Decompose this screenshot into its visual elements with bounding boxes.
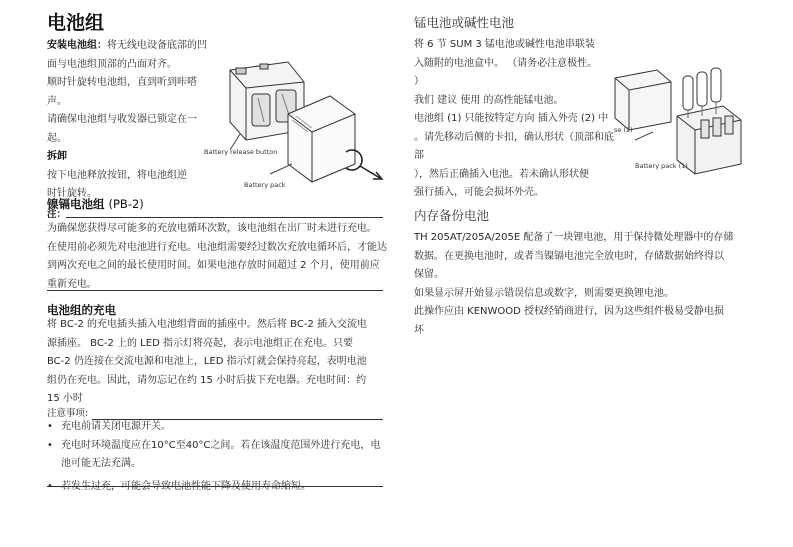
cautions-end-rule xyxy=(47,486,383,487)
cautions-list xyxy=(47,418,387,496)
charging-title: 电池组的充电 xyxy=(47,303,116,317)
nimh-line: 为确保您获得尽可能多的充放电循环次数，该电池组在出厂时未进行充电。 xyxy=(47,223,377,234)
caution-item-cont: 池可能无法充满。 xyxy=(61,458,141,469)
charging-line: 将 BC-2 的充电插头插入电池组背面的插座中。然后将 BC-2 插入交流电 xyxy=(47,319,367,330)
page-title: 电池组 xyxy=(47,12,105,34)
battery-case-illustration xyxy=(605,58,755,178)
alkaline-line: 入随附的电池盒中。 （请务必注意极性。 xyxy=(414,57,598,69)
nimh-note-label: 注： xyxy=(47,209,67,220)
nimh-line: 在使用前必须先对电池进行充电。电池组需要经过数次充放电循环后，才能达 xyxy=(47,241,387,253)
caution-text: 充电时环境温度应在10°C至40°C之间。若在该温度范围外进行充电，电 xyxy=(61,439,381,451)
nimh-note-rule xyxy=(66,217,383,218)
install-text-1: 将无线电设备底部的凹 xyxy=(107,40,207,51)
alkaline-line: 电池组 (1) 只能按特定方向 插入外壳 (2) 中 xyxy=(414,113,609,124)
alkaline-line: ），然后正确插入电池。若未确认形状便 xyxy=(414,168,589,180)
alkaline-body xyxy=(414,36,614,203)
install-heading: 安装电池组： xyxy=(47,40,107,51)
memory-line: 如果显示屏开始显示错误信息或数字，则需要更换锂电池。 xyxy=(414,287,674,299)
nimh-title-text: 镍镉电池组 xyxy=(47,197,105,211)
caution-text: 若发生过充，可能会导致电池性能下降及使用寿命缩短。 xyxy=(61,480,311,492)
nimh-end-rule xyxy=(47,290,383,291)
charging-line: 源插座。 BC-2 上的 LED 指示灯将亮起，表示电池组正在充电。只要 xyxy=(47,337,353,349)
charging-body xyxy=(47,316,367,409)
battery-pack-label: Battery pack xyxy=(244,181,286,189)
battery-case-figure xyxy=(605,58,755,178)
battery-pack-1-label: Battery pack (1) xyxy=(635,162,688,170)
memory-line: 数据。在更换电池时，或者当镍镉电池完全放电时，存储数据始终得以 xyxy=(414,250,724,262)
remove-line-1: 按下电池释放按钮，将电池组逆 xyxy=(47,169,187,181)
alkaline-line: 我们 建议 使用 的高性能锰电池。 xyxy=(414,94,564,106)
alkaline-line: ） xyxy=(414,76,424,87)
install-line-4: 声。 xyxy=(47,95,67,107)
remove-heading: 拆卸 xyxy=(47,151,67,162)
memory-body xyxy=(414,229,733,340)
alkaline-line: 部 xyxy=(414,150,424,161)
install-line-1 xyxy=(47,37,207,56)
release-button-label: Battery release button xyxy=(204,148,278,156)
cautions-label: 注意事项: xyxy=(47,408,89,419)
nimh-title-model: (PB-2) xyxy=(108,197,144,211)
install-section xyxy=(47,37,207,204)
bullet: • xyxy=(47,421,53,432)
remove-line-2: 时针旋转。 xyxy=(47,188,97,199)
memory-title: 内存备份电池 xyxy=(414,208,490,223)
battery-install-illustration xyxy=(200,52,410,192)
alkaline-line: 将 6 节 SUM 3 锰电池或碱性电池串联装 xyxy=(414,39,595,50)
bullet: • xyxy=(47,480,53,492)
install-line-5: 请确保电池组与收发器已锁定在一 xyxy=(47,114,197,125)
nimh-line: 重新充电。 xyxy=(47,278,97,290)
bullet: • xyxy=(47,439,53,451)
caution-item xyxy=(47,437,387,456)
memory-line: 坏 xyxy=(414,324,424,336)
caution-text: 充电前请关闭电源开关。 xyxy=(61,421,171,432)
alkaline-line: 。请先移动后侧的卡扣，确认形状（顶部和底 xyxy=(414,131,614,143)
charging-line: BC-2 仍连接在交流电源和电池上，LED 指示灯就会保持亮起，表明电池 xyxy=(47,356,367,367)
install-line-2: 面与电池组顶部的凸面对齐。 xyxy=(47,58,177,70)
case-label: se (2) xyxy=(614,126,633,134)
install-line-3: 顺时针旋转电池组，直到听到咔嗒 xyxy=(47,77,197,88)
alkaline-line: 强行插入，可能会损坏外壳。 xyxy=(414,187,544,198)
memory-line: 此操作应由 KENWOOD 授权经销商进行，因为这些组件极易受静电损 xyxy=(414,306,725,317)
charging-line: 组仍在充电。因此，请勿忘记在约 15 小时后拔下充电器。充电时间：约 xyxy=(47,374,367,386)
battery-install-figure xyxy=(200,52,410,192)
memory-line: TH 205AT/205A/205E 配备了一块锂电池，用于保持微处理器中的存储 xyxy=(414,232,734,243)
alkaline-title: 锰电池或碱性电池 xyxy=(414,15,515,30)
nimh-line: 到两次充电之间的最长使用时间。如果电池存放时间超过 2 个月，使用前应 xyxy=(47,260,380,271)
caution-item xyxy=(47,418,387,437)
charging-line: 15 小时 xyxy=(47,393,83,404)
nimh-note-body xyxy=(47,220,387,294)
memory-line: 保留。 xyxy=(414,269,444,280)
install-line-6: 起。 xyxy=(47,132,67,144)
